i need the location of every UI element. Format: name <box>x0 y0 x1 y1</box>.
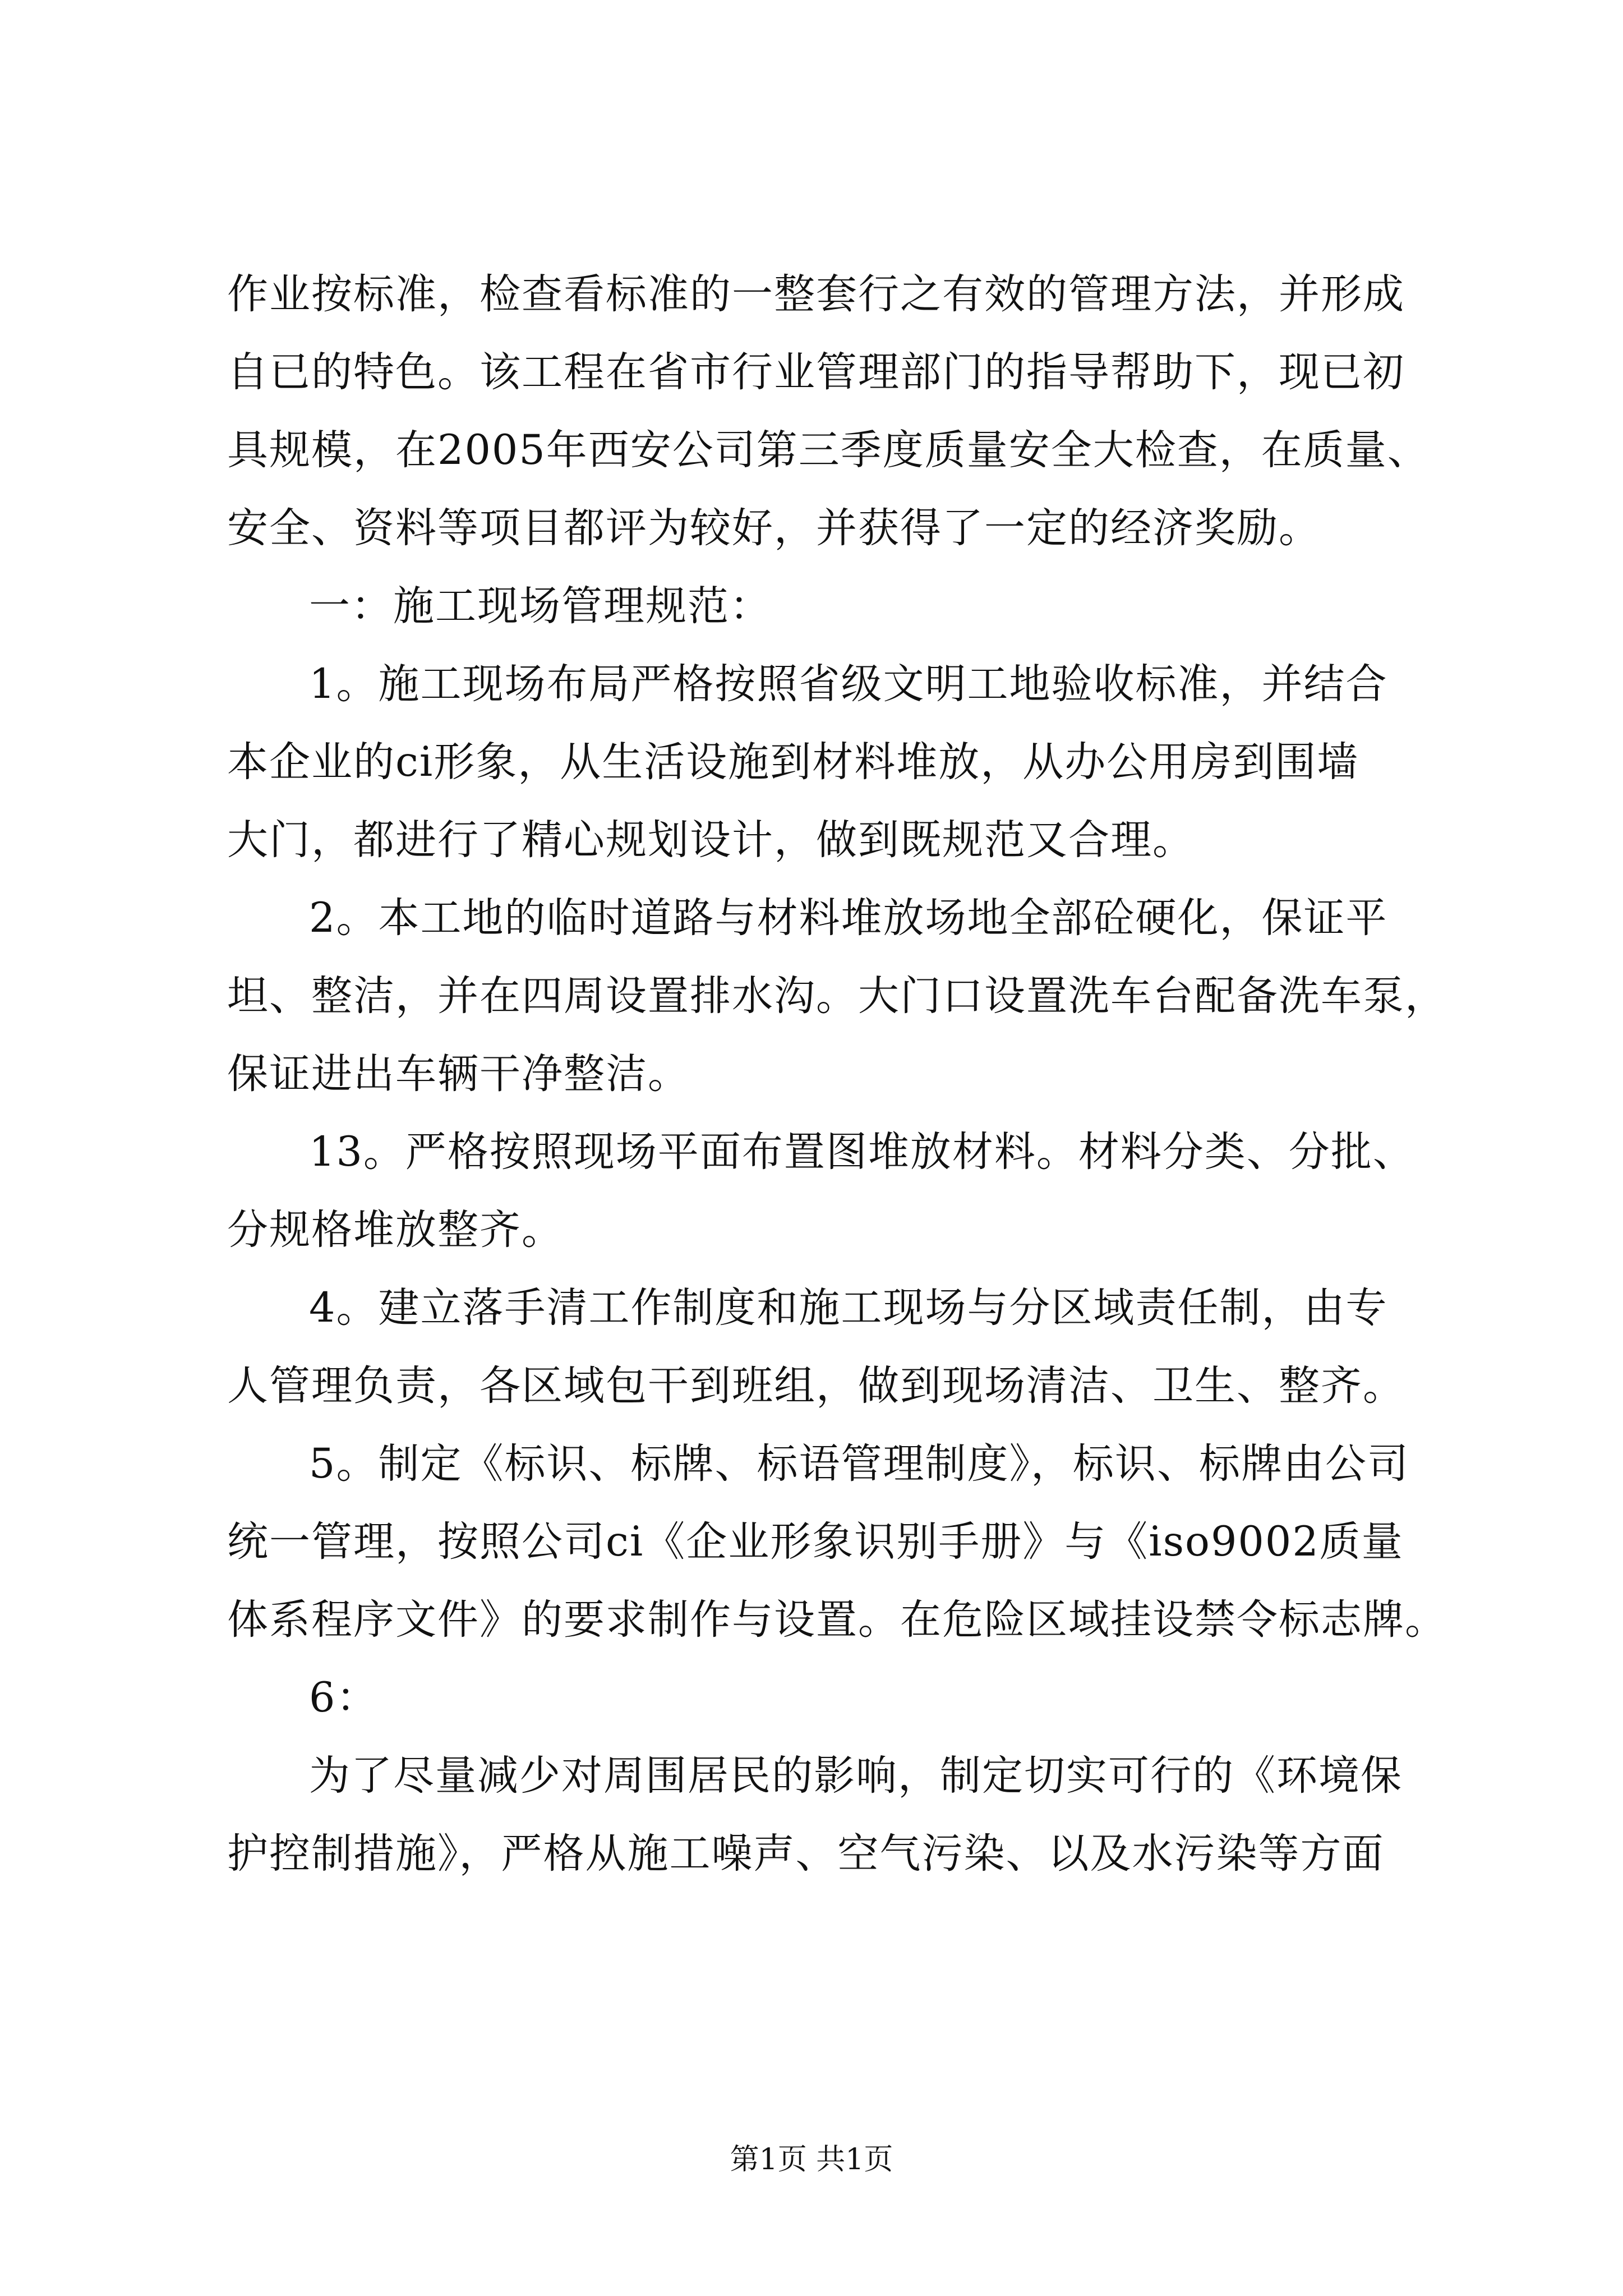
text-line: 体系程序文件》的要求制作与设置。在危险区域挂设禁令标志牌。 <box>227 1596 1447 1644</box>
text-line: 4。建立落手清工作制度和施工现场与分区域责任制，由专 <box>309 1284 1388 1332</box>
text-line: 6： <box>309 1674 379 1722</box>
text-line: 1。施工现场布局严格按照省级文明工地验收标准，并结合 <box>309 660 1388 708</box>
text-line: 护控制措施》，严格从施工噪声、空气污染、以及水污染等方面 <box>227 1830 1385 1878</box>
section-heading: 一：施工现场管理规范： <box>309 582 772 630</box>
page-number-label: 第1页 共1页 <box>730 2143 893 2177</box>
text-line: 本企业的ci形象，从生活设施到材料堆放，从办公用房到围墙 <box>227 738 1359 786</box>
text-line: 自已的特色。该工程在省市行业管理部门的指导帮助下，现已初 <box>227 348 1405 396</box>
text-line: 13。严格按照现场平面布置图堆放材料。材料分类、分批、 <box>309 1128 1415 1176</box>
text-line: 分规格堆放整齐。 <box>227 1206 564 1254</box>
text-line: 人管理负责，各区域包干到班组，做到现场清洁、卫生、整齐。 <box>227 1362 1405 1410</box>
document-body <box>227 255 1447 1893</box>
text-line: 保证进出车辆干净整洁。 <box>227 1050 690 1098</box>
page-footer <box>0 2140 1623 2179</box>
text-line: 为了尽量减少对周围居民的影响，制定切实可行的《环境保 <box>309 1752 1403 1800</box>
text-line: 5。制定《标识、标牌、标语管理制度》，标识、标牌由公司 <box>309 1440 1409 1488</box>
text-line: 作业按标准，检查看标准的一整套行之有效的管理方法，并形成 <box>227 270 1405 318</box>
text-line: 坦、整洁，并在四周设置排水沟。大门口设置洗车台配备洗车泵， <box>227 972 1447 1020</box>
text-line: 大门，都进行了精心规划设计，做到既规范又合理。 <box>227 816 1195 864</box>
text-line: 具规模，在2005年西安公司第三季度质量安全大检查，在质量、 <box>227 426 1430 474</box>
text-line: 安全、资料等项目都评为较好，并获得了一定的经济奖励。 <box>227 504 1321 552</box>
text-line: 2。本工地的临时道路与材料堆放场地全部砼硬化，保证平 <box>309 894 1388 942</box>
text-line: 统一管理，按照公司ci《企业形象识别手册》与《iso9002质量 <box>227 1518 1404 1566</box>
